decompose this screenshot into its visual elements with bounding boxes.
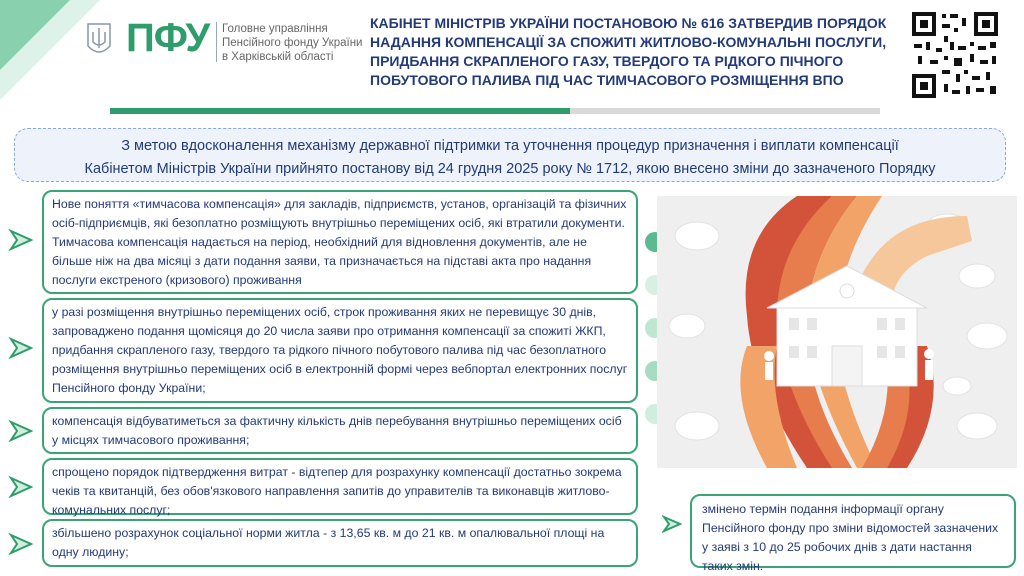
list-item: спрощено порядок підтвердження витрат - відтепер для розрахунку компенсації достатньо зокрема чеків та квитанцій, без обов'язкового направлення запитів до управителів та виконавців житлово-комунальних послуг; [42,458,638,515]
chevron-right-icon [8,420,34,442]
chevron-right-icon [8,229,34,251]
hands-house-illustration [657,196,1017,468]
page-title: КАБІНЕТ МІНІСТРІВ УКРАЇНИ ПОСТАНОВОЮ № 616 ЗАТВЕРДИВ ПОРЯДОК НАДАННЯ КОМПЕНСАЦІЇ ЗА СПОЖИТІ ЖИТЛОВО-КОМУНАЛЬНІ ПОСЛУГИ, ПРИДБАННЯ СКРАПЛЕНОГО ГАЗУ, ТВЕРДОГО ТА РІДКОГО ПІЧНОГО ПОБУТОВОГО ПАЛИВА ПІД ЧАС ТИМЧАСОВОГО РОЗМІЩЕННЯ ВПО [370,15,887,88]
org-line-1: Головне управління [222,23,328,35]
logo-divider [216,22,217,62]
chevron-right-icon [662,515,682,533]
intro-line-2: Кабінетом Міністрів України прийнято постанову від 24 грудня 2025 року № 1712, якою внесено зміни до зазначеного Порядку [84,161,936,177]
corner-decoration [0,0,70,70]
list-item: компенсація відбуватиметься за фактичну кількість днів перебування внутрішньо переміщених осіб у місцях тимчасового проживання; [42,407,638,454]
progress-bar-accent [110,108,570,114]
org-line-2: Пенсійного фонду України [222,37,363,49]
chevron-right-icon [8,476,34,498]
chevron-right-icon [8,533,34,555]
org-line-3: в Харківській області [222,51,334,63]
chevron-right-icon [8,337,34,359]
coat-of-arms-icon [86,22,112,58]
intro-line-1: З метою вдосконалення механізму державної підтримки та уточнення процедур призначення і виплати компенсації [121,138,899,154]
list-item: збільшено розрахунок соціальної норми житла - з 13,65 кв. м до 21 кв. м опалювальної площі на одну людину; [42,519,638,567]
qr-code-icon[interactable] [910,10,1000,100]
org-name [222,22,362,64]
list-item: у разі розміщення внутрішньо переміщених осіб, строк проживання яких не перевищує 30 днів, запроваджено подання щомісяця до 20 числа заяви про отримання компенсації за спожиті ЖКП, придбання скрапленого газу, твердого та рідкого пічного побутового палива під час безоплатного розміщення внутрішньо переміщених осіб в електронній формі через вебпортал електронних послуг Пенсійного фонду України; [42,298,638,403]
pfu-logo: ПФУ [126,16,210,60]
right-note: змінено термін подання інформації органу Пенсійного фонду про зміни відомостей зазначених у заяві з 10 до 25 робочих днів з дати настання таких змін. [690,494,1016,568]
intro-banner [14,128,1006,182]
list-item: Нове поняття «тимчасова компенсація» для закладів, підприємств, установ, організацій та фізичних осіб-підприємців, які безоплатно розміщують внутрішньо переміщених осіб, які втратили документи. Тимчасова компенсація надається на період, необхідний для відновлення документів, але не більше ніж на два місяці з дати подання заяви, та призначається на підставі акта про надання послуги екстреного (кризового) проживання [42,190,638,294]
